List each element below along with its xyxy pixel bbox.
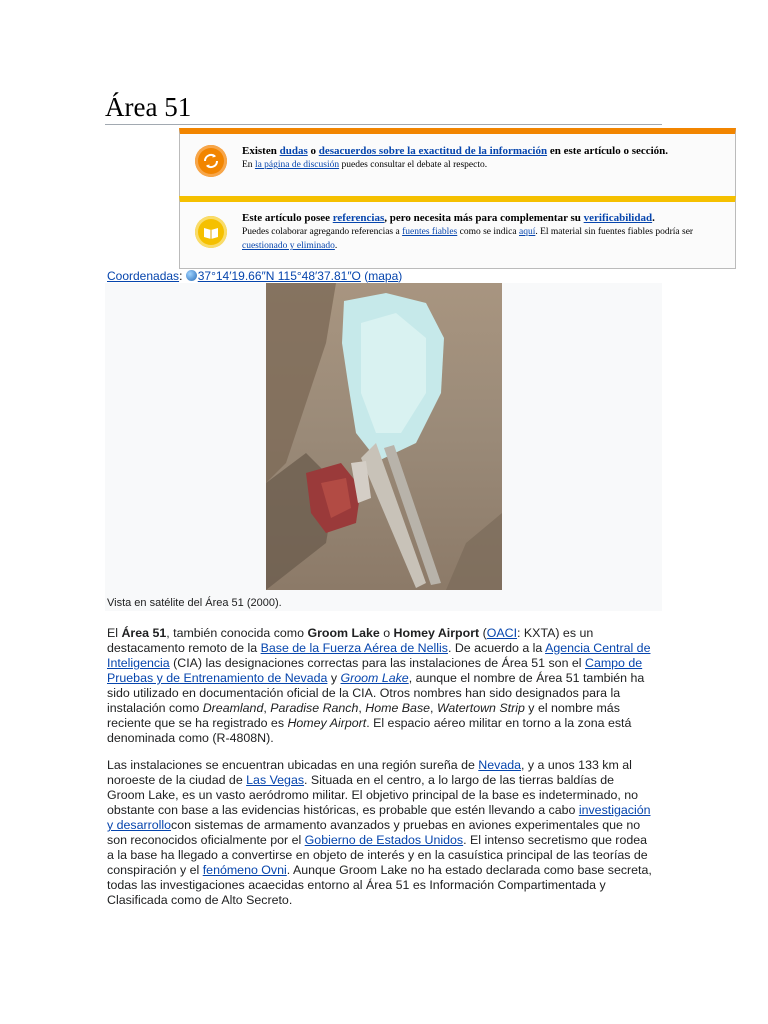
bold-term: Homey Airport <box>393 626 480 640</box>
groom-lake-link[interactable]: Groom Lake <box>340 671 409 685</box>
italic-term: Home Base <box>365 701 431 715</box>
notice-subtext: Puedes colaborar agregando referencias a <box>242 227 403 237</box>
paragraph-text: (CIA) las designaciones correctas para las instalaciones de Área 51 son el <box>169 656 585 670</box>
nevada-test-range-link[interactable]: Campo de Pruebas y de Entrenamiento de Nevada <box>107 656 643 685</box>
coordinates-separator: : <box>179 269 186 283</box>
references-notice <box>179 196 736 269</box>
notice-text: . <box>652 212 655 224</box>
paragraph-text: , <box>430 701 437 715</box>
notice-text: Existen <box>242 145 280 157</box>
research-development-link[interactable]: investigación y desarrollo <box>107 803 651 832</box>
notice-subtext: como se indica <box>457 227 519 237</box>
desacuerdos-link[interactable]: desacuerdos sobre la exactitud de la información <box>318 145 548 157</box>
italic-term: Paradise Ranch <box>270 701 359 715</box>
fuentes-fiables-link[interactable]: fuentes fiables <box>402 227 458 237</box>
paragraph-text: . El intenso secretismo que rodea a la base ha llegado a convertirse en objeto de interés y en la casuística principal de las teorías de conspiración y el <box>107 833 648 877</box>
notice-subtext: . El material sin fuentes fiables podría ser <box>535 227 694 237</box>
verificabilidad-link[interactable]: verificabilidad <box>583 212 653 224</box>
disputed-notice-text <box>242 144 729 172</box>
oaci-link[interactable]: OACI <box>486 626 518 640</box>
notice-subtext: En <box>242 160 255 170</box>
paragraph-text: y el nombre más reciente que se ha registrado es <box>107 701 620 730</box>
image-thumbnail <box>105 283 662 611</box>
satellite-image[interactable] <box>266 283 502 590</box>
book-icon <box>195 216 227 248</box>
notice-subtext: . <box>334 241 338 251</box>
us-government-link[interactable]: Gobierno de Estados Unidos <box>304 833 464 847</box>
coordinates-line <box>107 269 402 283</box>
las-vegas-link[interactable]: Las Vegas <box>246 773 305 787</box>
cuestionado-link[interactable]: cuestionado y eliminado <box>242 241 335 251</box>
paragraph-text: , también conocida como <box>166 626 308 640</box>
italic-term: Homey Airport <box>287 716 367 730</box>
coordinates-paren: ( <box>360 269 369 283</box>
paragraph-text: o <box>379 626 394 640</box>
bold-term: Área 51 <box>121 626 167 640</box>
paragraph-text: . Situada en el centro, a lo largo de las tierras baldías de Groom Lake, es un vasto aeródromo militar. El objetivo principal de la base es indeterminado, no obstante con base a las evidencias históricas, es probable que estén llevando a cabo <box>107 773 639 817</box>
title-divider <box>105 124 662 125</box>
paragraph-text: . El espacio aéreo militar en torno a la zona está denominada como (R-4808N). <box>107 716 632 745</box>
coordinates-label-link[interactable]: Coordenadas <box>107 269 180 283</box>
disputed-icon <box>195 145 227 177</box>
dudas-link[interactable]: dudas <box>279 145 308 157</box>
paragraph-text: , y a unos 133 km al noroeste de la ciudad de <box>107 758 632 787</box>
page-title: Área 51 <box>105 92 192 122</box>
notice-text: o <box>307 145 319 157</box>
bold-term: Groom Lake <box>307 626 380 640</box>
discussion-page-link[interactable]: la página de discusión <box>254 160 340 170</box>
ufo-phenomenon-link[interactable]: fenómeno Ovni <box>202 863 287 877</box>
coordinates-value-link[interactable]: 37°14′19.66″N 115°48′37.81″O <box>197 269 361 283</box>
references-notice-text <box>242 211 729 253</box>
paragraph-text: , aunque el nombre de Área 51 también ha sido utilizado en documentación oficial de la CIA. Otros nombres han sido designados para la instalación como <box>107 671 645 715</box>
paragraph-text: , <box>263 701 271 715</box>
disputed-notice <box>179 128 736 196</box>
italic-term: Watertown Strip <box>436 701 525 715</box>
paragraph-text: , <box>358 701 366 715</box>
globe-icon[interactable] <box>186 270 197 281</box>
nellis-afb-link[interactable]: Base de la Fuerza Aérea de Nellis <box>260 641 448 655</box>
notice-text: Este artículo posee <box>242 212 333 224</box>
referencias-link[interactable]: referencias <box>332 212 385 224</box>
cia-link[interactable]: Agencia Central de Inteligencia <box>107 641 651 670</box>
paragraph-text: ( <box>479 626 487 640</box>
paragraph-text: El <box>107 626 122 640</box>
coordinates-paren: ) <box>398 269 403 283</box>
aqui-link[interactable]: aquí <box>518 227 536 237</box>
notice-text: , pero necesita más para complementar su <box>384 212 584 224</box>
paragraph-text: : KXTA) es un destacamento remoto de la <box>107 626 594 655</box>
paragraph-text: . De acuerdo a la <box>447 641 546 655</box>
intro-paragraph <box>107 626 655 746</box>
paragraph-text: . Aunque Groom Lake no ha estado declarada como base secreta, todas las investigaciones acaecidas entorno al Área 51 es Información Compartimentada y Clasificada como de Alto Secreto. <box>107 863 652 907</box>
paragraph-text: Las instalaciones se encuentran ubicadas en una región sureña de <box>107 758 479 772</box>
notice-text: en este artículo o sección. <box>547 145 669 157</box>
italic-term: Dreamland <box>202 701 264 715</box>
map-link[interactable]: mapa <box>368 269 399 283</box>
paragraph-text: y <box>327 671 341 685</box>
location-paragraph <box>107 758 655 908</box>
image-caption: Vista en satélite del Área 51 (2000). <box>107 597 282 609</box>
paragraph-text: con sistemas de armamento avanzados y pruebas en aviones experimentales que no son reconocidos oficialmente por el <box>107 818 641 847</box>
nevada-link[interactable]: Nevada <box>478 758 522 772</box>
notice-subtext: puedes consultar el debate al respecto. <box>339 160 488 170</box>
